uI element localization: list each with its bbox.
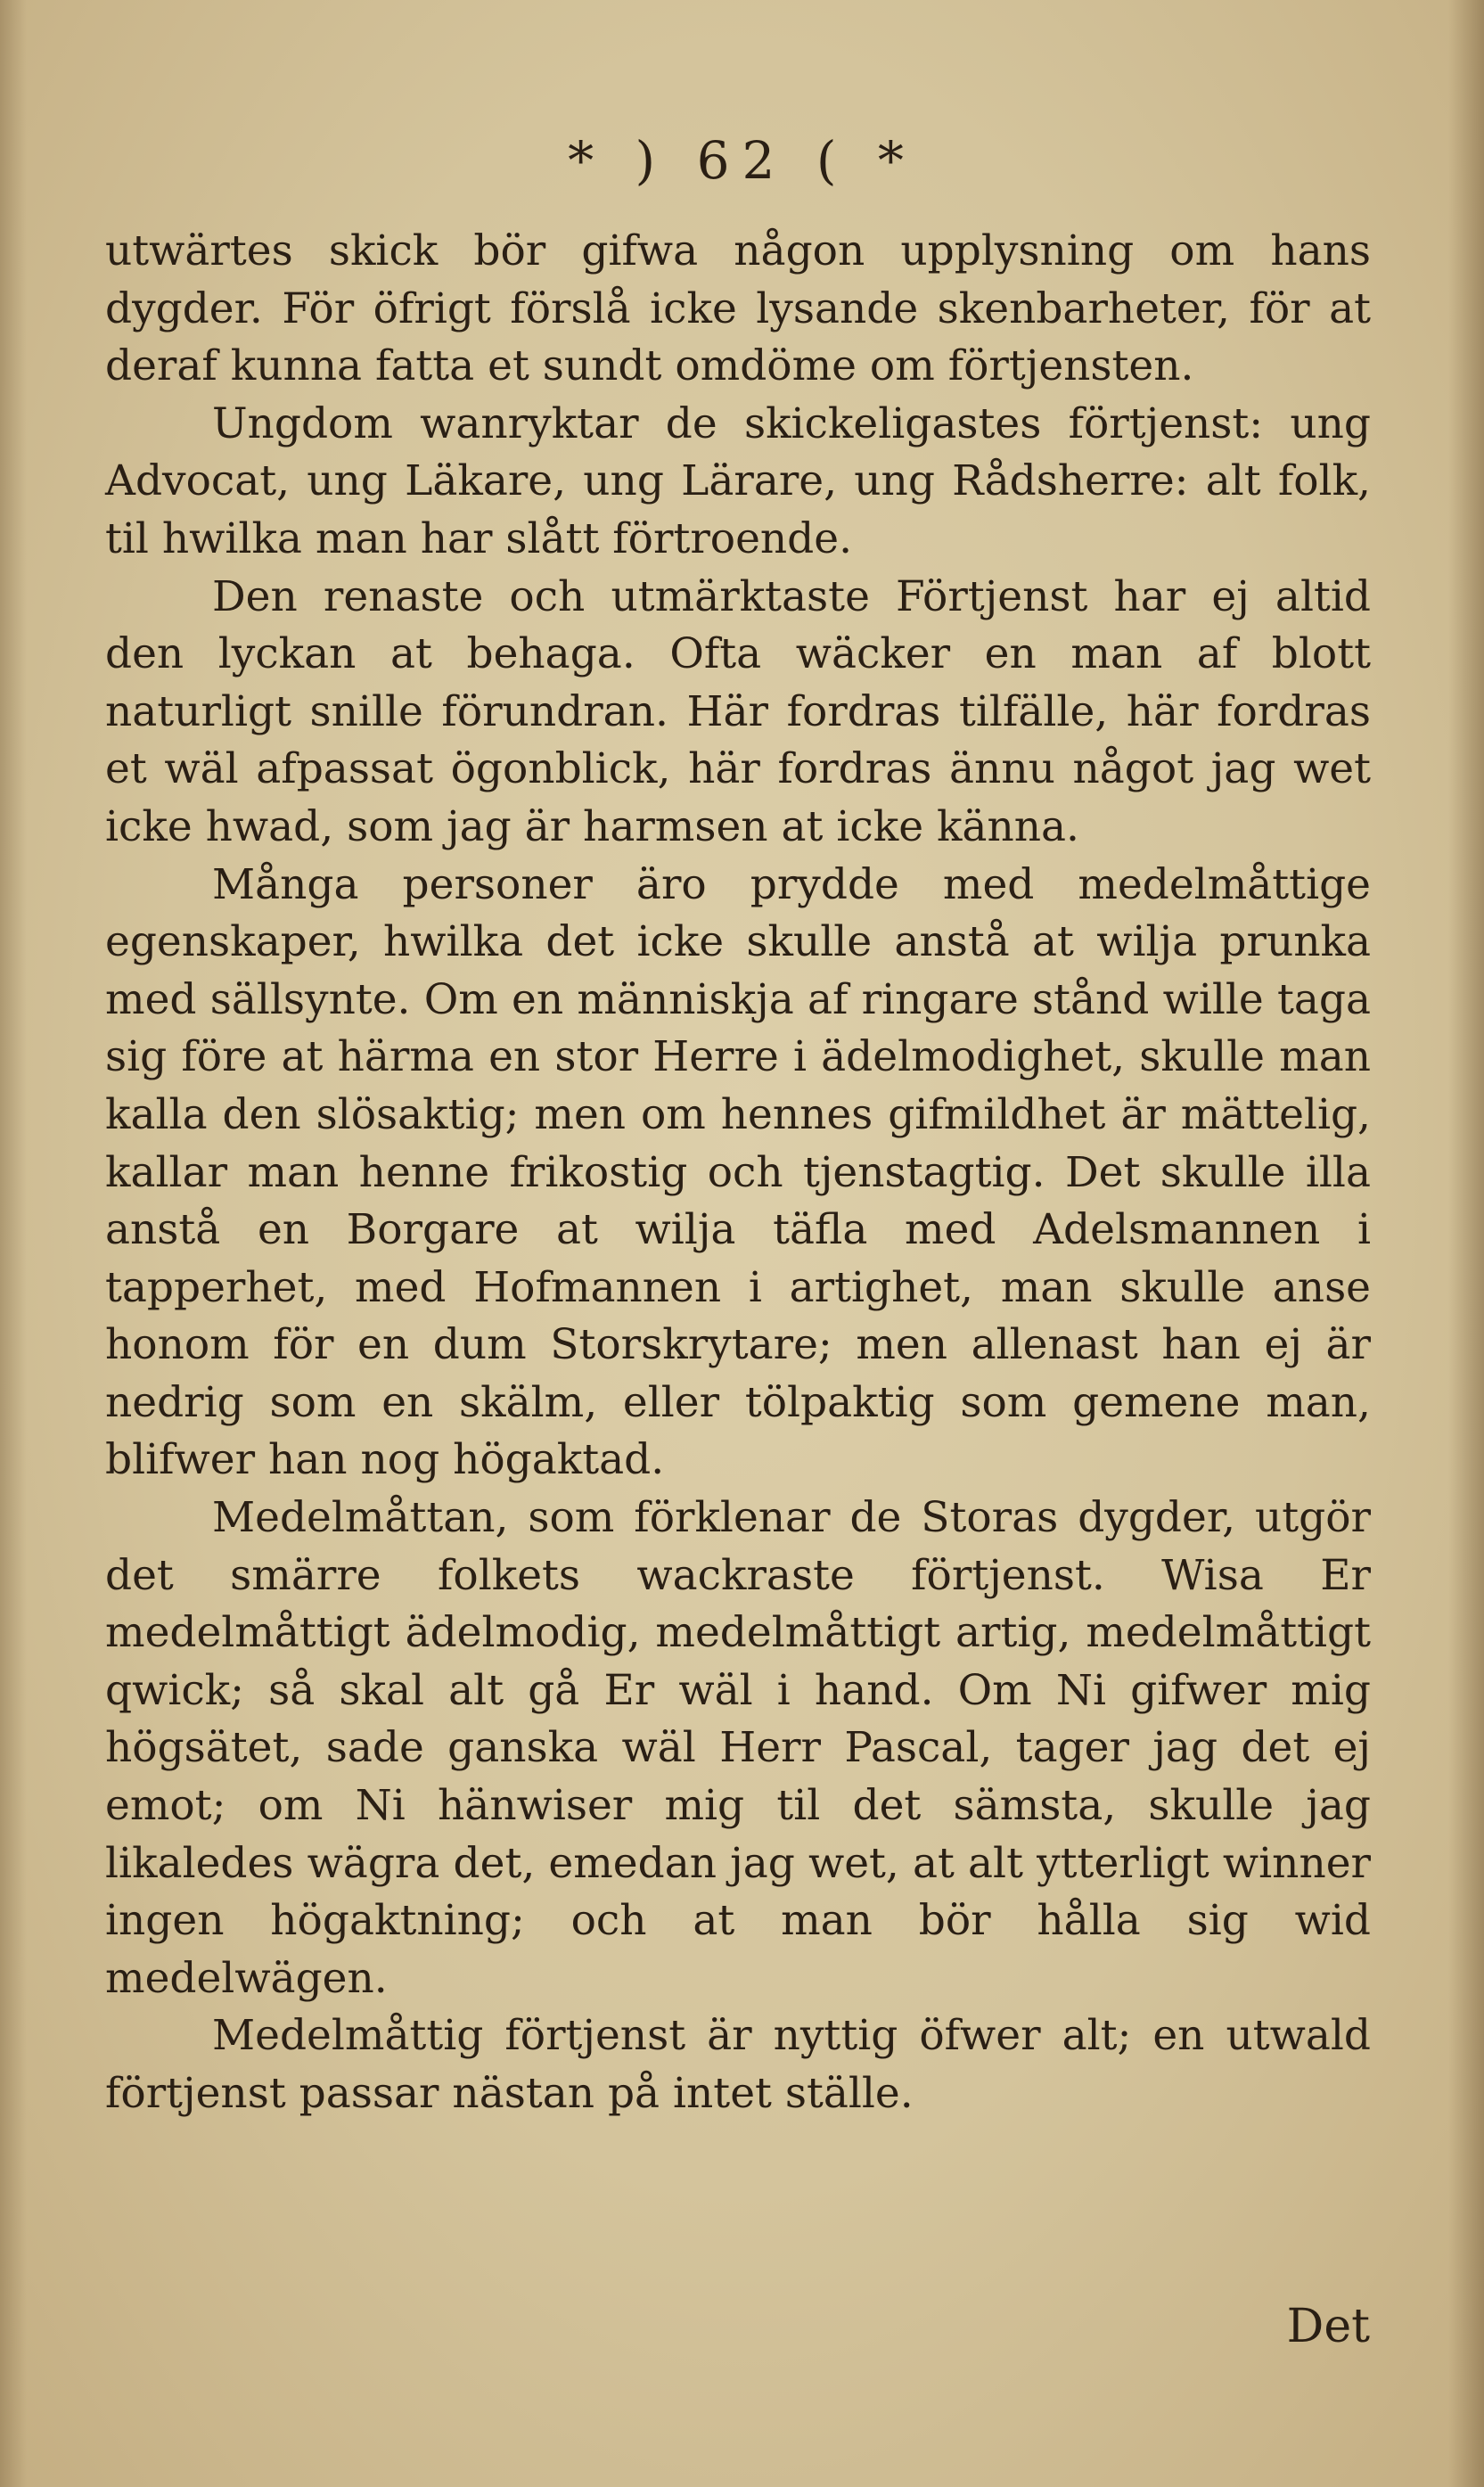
paragraph-2: Ungdom wanryktar de skickeligastes förtjenst: ung Advocat, ung Läkare, ung Lärare, ung Rådsherre: alt folk, til hwilka man har slått förtroende. <box>105 398 1371 563</box>
paragraph-1: utwärtes skick bör gifwa någon upplysning om hans dygder. För öfrigt förslå icke lysande skenbarheter, för at deraf kunna fatta et sundt omdöme om förtjensten. <box>105 226 1371 391</box>
paragraph-6: Medelmåttig förtjenst är nyttig öfwer alt; en utwald förtjenst passar nästan på intet ställe. <box>105 2011 1371 2118</box>
paragraph-3: Den renaste och utmärktaste Förtjenst har ej altid den lyckan at behaga. Ofta wäcker en man af blott naturligt snille förundran. Här fordras tilfälle, här fordras et wäl afpassat ögonblick, här fordras ännu något jag wet icke hwad, som jag är harmsen at icke känna. <box>105 571 1371 851</box>
paragraph-5: Medelmåttan, som förklenar de Storas dygder, utgör det smärre folkets wackraste förtjenst. Wisa Er medelmåttigt ädelmodig, medelmåttigt artig, medelmåttigt qwick; så skal alt gå Er wäl i hand. Om Ni gifwer mig högsätet, sade ganska wäl Herr Pascal, tager jag det ej emot; om Ni hänwiser mig til det sämsta, skulle jag likaledes wägra det, emedan jag wet, at alt ytterligt winner ingen högaktning; och at man bör hålla sig wid medelwägen. <box>105 1493 1371 2003</box>
body-text <box>105 223 1371 2123</box>
paragraph-4: Många personer äro prydde med medelmåttige egenskaper, hwilka det icke skulle anstå at wilja prunka med sällsynte. Om en människja af ringare stånd wille taga sig före at härma en stor Herre i ädelmodighet, skulle man kalla den slösaktig; men om hennes gifmildhet är mättelig, kallar man henne frikostig och tjenstagtig. Det skulle illa anstå en Borgare at wilja täfla med Adelsmannen i tapperhet, med Hofmannen i artighet, man skulle anse honom för en dum Storskrytare; men allenast han ej är nedrig som en skälm, eller tölpaktig som gemene man, blifwer han nog högaktad. <box>105 859 1371 1485</box>
page-shadow-right <box>1448 0 1484 2487</box>
page-shadow-left <box>0 0 27 2487</box>
running-head: * ) 62 ( * <box>568 130 916 191</box>
catchword: Det <box>1286 2300 1370 2353</box>
